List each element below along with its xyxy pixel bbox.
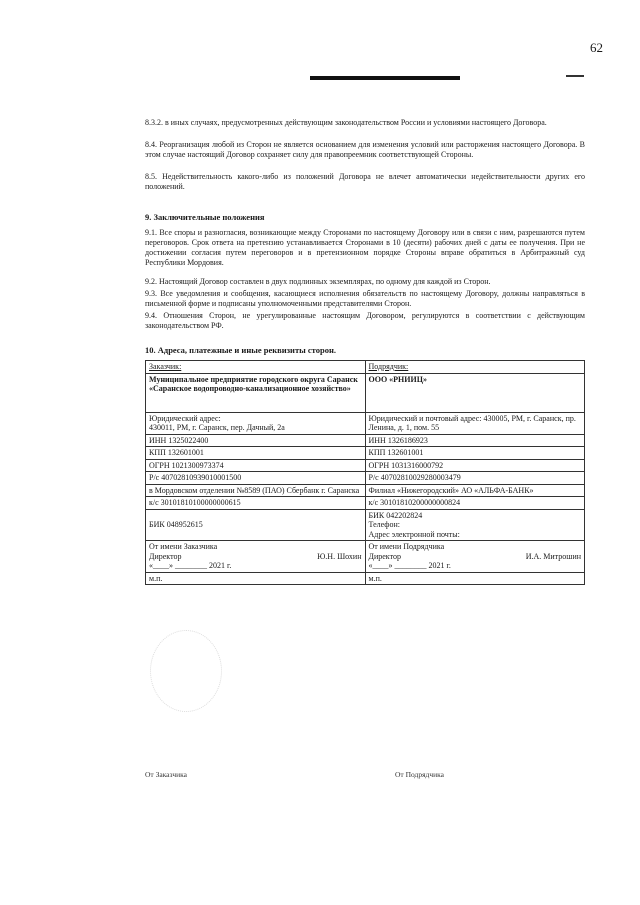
- customer-name: Муниципальное предприятие городского округа Саранск «Саранское водопроводно-канализационное хозяйство»: [146, 373, 366, 412]
- customer-signature: От имени Заказчика Директор Ю.Н. Шохин «____» ________ 2021 г.: [146, 541, 366, 573]
- contractor-header: Подрядчик:: [365, 361, 585, 374]
- paragraph-8-3-2: 8.3.2. в иных случаях, предусмотренных действующим законодательством России и условиями настоящего Договора.: [145, 118, 547, 127]
- contractor-ks: к/с 30101810200000000824: [365, 497, 585, 510]
- customer-inn: ИНН 1325022400: [146, 434, 366, 447]
- paragraph-8-4: 8.4. Реорганизация любой из Сторон не является основанием для изменения условий или расторжения настоящего Договора. В этом случае настоящий Договор сохраняет силу для правопреемник соответствующей Стороны.: [145, 140, 585, 159]
- footer-contractor: От Подрядчика: [395, 770, 444, 779]
- customer-ogrn: ОГРН 1021300973374: [146, 459, 366, 472]
- contractor-kpp: КПП 132601001: [365, 447, 585, 460]
- customer-header: Заказчик:: [146, 361, 366, 374]
- section-9-title: 9. Заключительные положения: [145, 212, 265, 222]
- paragraph-8-5: 8.5. Недействительность какого-либо из положений Договора не влечет автоматически недействительности других его положений.: [145, 172, 585, 191]
- footer-customer: От Заказчика: [145, 770, 187, 779]
- section-10-title: 10. Адреса, платежные и иные реквизиты сторон.: [145, 345, 336, 355]
- customer-address: Юридический адрес: 430011, РМ, г. Саранск, пер. Дачный, 2а: [146, 412, 366, 434]
- stamp-impression: [150, 630, 222, 712]
- paragraph-9-2: 9.2. Настоящий Договор составлен в двух подлинных экземплярах, по одному для каждой из Сторон.: [145, 277, 491, 286]
- customer-bik: БИК 048952615: [146, 509, 366, 541]
- contractor-mp: м.п.: [365, 572, 585, 585]
- contractor-name: ООО «РНИИЦ»: [365, 373, 585, 412]
- contractor-ogrn: ОГРН 1031316000792: [365, 459, 585, 472]
- paragraph-9-3: 9.3. Все уведомления и сообщения, касающиеся исполнения обязательств по настоящему Договору, должны направляться в письменной форме и подписаны уполномоченными представителями Сторон.: [145, 289, 585, 308]
- page-number: 62: [590, 40, 603, 55]
- customer-ks: к/с 30101810100000000615: [146, 497, 366, 510]
- contractor-bik-contacts: БИК 042202824 Телефон: Адрес электронной почты:: [365, 509, 585, 541]
- customer-rs: Р/с 40702810939010001500: [146, 472, 366, 485]
- contractor-signature: От имени Подрядчика Директор И.А. Митрошин «____» ________ 2021 г.: [365, 541, 585, 573]
- header-rule: [310, 76, 460, 80]
- contractor-address: Юридический и почтовый адрес: 430005, РМ, г. Саранск, пр. Ленина, д. 1, пом. 55: [365, 412, 585, 434]
- contractor-inn: ИНН 1326186923: [365, 434, 585, 447]
- paragraph-9-4: 9.4. Отношения Сторон, не урегулированные настоящим Договором, регулируются в соответствии с действующим законодательством РФ.: [145, 311, 585, 330]
- contractor-bank: Филиал «Нижегородский» АО «АЛЬФА-БАНК»: [365, 484, 585, 497]
- customer-bank: в Мордовском отделении №8589 (ПАО) Сбербанк г. Саранска: [146, 484, 366, 497]
- requisites-table: [145, 360, 585, 585]
- paragraph-9-1: 9.1. Все споры и разногласия, возникающие между Сторонами по настоящему Договору или в связи с ним, разрешаются путем переговоров. Срок ответа на претензию устанавливается Сторонами в 10 (десяти) рабочих дней с даты ее получения. При не достижении согласия путем переговоров и в претензионном порядке Стороны вправе обратиться в Арбитражный суд Республики Мордовия.: [145, 228, 585, 267]
- customer-mp: м.п.: [146, 572, 366, 585]
- customer-kpp: КПП 132601001: [146, 447, 366, 460]
- contractor-rs: Р/с 40702810029280003479: [365, 472, 585, 485]
- header-dash: [566, 75, 584, 77]
